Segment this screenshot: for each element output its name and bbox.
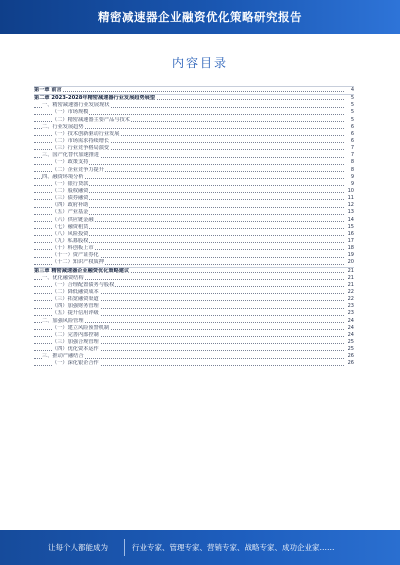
report-header — [0, 0, 400, 34]
toc-entry-sub[interactable] — [34, 188, 354, 195]
toc-page-number: 8 — [350, 166, 354, 173]
toc-page-number: 25 — [347, 338, 354, 345]
toc-entry-section[interactable] — [34, 353, 354, 360]
toc-entry-text: （一）政策支持 — [52, 159, 89, 166]
toc-entry-text: 一、精密减速器行业发展现状 — [42, 102, 110, 109]
toc-entry-text: （三）行业竞争格局演变 — [52, 145, 110, 152]
toc-page-number: 5 — [350, 116, 354, 123]
toc-entry-sub[interactable] — [34, 238, 354, 245]
toc-entry-text: （一）技术创新驱动行业发展 — [52, 130, 120, 137]
toc-page-number: 18 — [347, 245, 354, 252]
toc-entry-text: （三）加强合规管理 — [52, 338, 99, 345]
toc-entry-text: （七）融资租赁 — [52, 223, 89, 230]
toc-page-number: 24 — [347, 317, 354, 324]
toc-page-number: 16 — [347, 230, 354, 237]
toc-entry-text: （十一）资产证券化 — [52, 252, 99, 259]
toc-entry-sub[interactable] — [34, 131, 354, 138]
toc-entry-sub[interactable] — [34, 159, 354, 166]
toc-page-number: 26 — [347, 360, 354, 367]
toc-entry-text: （二）降低融资成本 — [52, 288, 99, 295]
toc-page-number: 14 — [347, 216, 354, 223]
toc-entry-text: （三）债券融资 — [52, 195, 89, 202]
toc-page-number: 22 — [347, 296, 354, 303]
toc-entry-sub[interactable] — [34, 145, 354, 152]
toc-entry-text: （十二）知识产权质押 — [52, 259, 104, 266]
toc-entry-chapter[interactable] — [34, 267, 354, 275]
footer-divider — [124, 539, 125, 556]
toc-page-number: 6 — [350, 123, 354, 130]
toc-page-number: 9 — [350, 180, 354, 187]
toc-entry-sub[interactable] — [34, 360, 354, 367]
toc-page-number: 22 — [347, 288, 354, 295]
toc-entry-sub[interactable] — [34, 289, 354, 296]
toc-page-number: 20 — [347, 259, 354, 266]
toc-entry-section[interactable] — [34, 124, 354, 131]
toc-page-number: 5 — [350, 102, 354, 109]
toc-entry-text: （二）市场需求持续增长 — [52, 137, 110, 144]
toc-entry-sub[interactable] — [34, 195, 354, 202]
toc-entry-sub[interactable] — [34, 332, 354, 339]
toc-page-number: 7 — [350, 152, 354, 159]
toc-entry-text: （一）银行贷款 — [52, 180, 89, 187]
toc-entry-section[interactable] — [34, 152, 354, 159]
toc-entry-sub[interactable] — [34, 224, 354, 231]
toc-page-number: 6 — [350, 137, 354, 144]
toc-entry-text: （一）市场规模 — [52, 109, 89, 116]
toc-entry-sub[interactable] — [34, 252, 354, 259]
table-of-contents — [34, 86, 354, 367]
toc-entry-sub[interactable] — [34, 325, 354, 332]
toc-page-number: 21 — [347, 274, 354, 281]
toc-entry-text: （四）加强财务管理 — [52, 303, 99, 310]
toc-page-number: 24 — [347, 324, 354, 331]
toc-page-number: 23 — [347, 303, 354, 310]
toc-entry-text: （二）完善内部控制 — [52, 331, 99, 338]
toc-entry-sub[interactable] — [34, 209, 354, 216]
toc-entry-sub[interactable] — [34, 259, 354, 266]
toc-entry-text: 二、行业发展趋势 — [42, 123, 84, 130]
toc-entry-sub[interactable] — [34, 167, 354, 174]
toc-entry-section[interactable] — [34, 275, 354, 282]
toc-entry-text: （二）精密减速器主要产品与技术 — [52, 116, 130, 123]
toc-page-number: 19 — [347, 252, 354, 259]
toc-entry-section[interactable] — [34, 102, 354, 109]
footer-slogan: 让每个人都能成为 — [48, 543, 108, 552]
toc-entry-text: （二）企业竞争力提升 — [52, 166, 104, 173]
toc-page-number: 4 — [350, 87, 354, 93]
toc-entry-text: （一）建立风险预警机制 — [52, 324, 110, 331]
toc-entry-sub[interactable] — [34, 138, 354, 145]
toc-page-number: 23 — [347, 310, 354, 317]
toc-entry-sub[interactable] — [34, 181, 354, 188]
toc-page-number: 13 — [347, 209, 354, 216]
toc-entry-sub[interactable] — [34, 303, 354, 310]
toc-page-number: 12 — [347, 202, 354, 209]
toc-entry-text: 第一章 前言 — [34, 87, 62, 93]
toc-entry-chapter[interactable] — [34, 86, 354, 94]
toc-entry-sub[interactable] — [34, 282, 354, 289]
toc-page-number: 5 — [350, 109, 354, 116]
toc-page-number: 7 — [350, 145, 354, 152]
toc-entry-text: 第三章 精密减速器企业融资优化策略建议 — [34, 267, 130, 274]
toc-entry-text: （四）政府补助 — [52, 202, 89, 209]
toc-entry-text: （五）产业基金 — [52, 209, 89, 216]
toc-entry-sub[interactable] — [34, 339, 354, 346]
toc-page-number: 17 — [347, 237, 354, 244]
toc-page-number: 6 — [350, 130, 354, 137]
toc-page-number: 21 — [347, 281, 354, 288]
toc-entry-text: 一、优化融资结构 — [42, 274, 84, 281]
toc-entry-text: （二）股权融资 — [52, 187, 89, 194]
toc-entry-text: （八）风险投资 — [52, 230, 89, 237]
toc-entry-text: （九）私募股权 — [52, 237, 89, 244]
toc-entry-sub[interactable] — [34, 310, 354, 317]
toc-page-number: 10 — [347, 187, 354, 194]
toc-entry-sub[interactable] — [34, 117, 354, 124]
toc-page-number: 25 — [347, 346, 354, 353]
toc-entry-text: 二、加强风险管理 — [42, 317, 84, 324]
toc-page-number: 24 — [347, 331, 354, 338]
toc-entry-text: （四）优化资本运作 — [52, 346, 99, 353]
footer-expert-list: 行业专家、管理专家、营销专家、战略专家、成功企业家…… — [132, 543, 335, 552]
toc-entry-chapter[interactable] — [34, 94, 354, 102]
toc-heading: 内容目录 — [171, 56, 228, 70]
toc-entry-section[interactable] — [34, 318, 354, 325]
toc-entry-sub[interactable] — [34, 202, 354, 209]
toc-entry-text: （一）合理配置债务与股权 — [52, 281, 115, 288]
toc-page-number: 11 — [347, 195, 354, 202]
footer-banner — [0, 530, 400, 565]
toc-entry-sub[interactable] — [34, 231, 354, 238]
toc-entry-text: 三、国产化替代加速推进 — [42, 152, 100, 159]
toc-entry-text: 四、融资环境分析 — [42, 173, 84, 180]
toc-entry-text: 第二章 2023-2028年精密减速器行业发展趋势展望 — [34, 95, 156, 102]
toc-entry-sub[interactable] — [34, 346, 354, 353]
toc-page-number: 8 — [350, 159, 354, 166]
toc-entry-text: （一）深化银企合作 — [52, 360, 99, 367]
toc-page-number: 21 — [347, 267, 354, 274]
toc-entry-sub[interactable] — [34, 109, 354, 116]
toc-entry-text: （十）科创板上市 — [52, 245, 94, 252]
report-title: 精密减速器企业融资优化策略研究报告 — [98, 10, 302, 24]
toc-entry-text: 三、推动产融结合 — [42, 353, 84, 360]
toc-page-number: 26 — [347, 353, 354, 360]
toc-entry-text: （五）提升信用评级 — [52, 310, 99, 317]
toc-entry-text: （六）供应链金融 — [52, 216, 94, 223]
toc-entry-text: （三）拓宽融资渠道 — [52, 296, 99, 303]
toc-page-number: 5 — [350, 95, 354, 102]
dot-leader — [34, 91, 344, 92]
toc-entry-sub[interactable] — [34, 217, 354, 224]
toc-page-number: 9 — [350, 173, 354, 180]
toc-page-number: 15 — [347, 223, 354, 230]
toc-entry-sub[interactable] — [34, 296, 354, 303]
toc-entry-section[interactable] — [34, 174, 354, 181]
toc-entry-sub[interactable] — [34, 245, 354, 252]
